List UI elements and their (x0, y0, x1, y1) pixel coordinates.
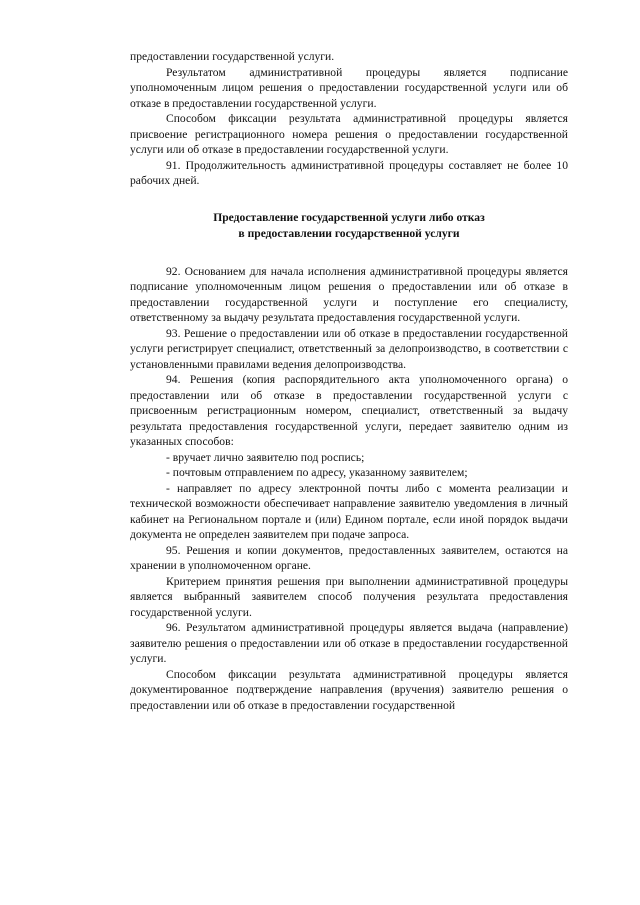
paragraph-fixation-final: Способом фиксации результата административной процедуры является документированное подтверждение направления (вручения) заявителю решения о предоставлении или об отказе в предоставлении государственной (130, 667, 568, 712)
list-item-email: - направляет по адресу электронной почты либо с момента реализации и технической возможности обеспечивает направление заявителю уведомления в личный кабинет на Региональном портале и (или) Едином портале, если иной порядок выдачи документа не определен заявителем при подаче запроса. (130, 481, 568, 541)
paragraph-92: 92. Основанием для начала исполнения административной процедуры является подписание уполномоченным лицом решения о предоставлении или об отказе в предоставлении государственной услуги и поступление его специалисту, ответственному за выдачу результата предоставления государственной услуги. (130, 264, 568, 324)
paragraph-94: 94. Решения (копия распорядительного акта уполномоченного органа) о предоставлении или об отказе в предоставлении государственной услуги с присвоенным регистрационным номером, специалист, ответственный за выдачу результата предоставления государственной услуги, передает заявителю одним из указанных способов: (130, 373, 568, 448)
paragraph-fixation: Способом фиксации результата административной процедуры является присвоение регистрационного номера решения о предоставлении государственной услуги или об отказе в предоставлении государственной услуги. (130, 112, 568, 156)
list-item-postal: - почтовым отправлением по адресу, указанному заявителем; (166, 466, 468, 479)
section-heading (130, 210, 568, 242)
section-heading-line-1: Предоставление государственной услуги либо отказ (213, 210, 485, 224)
paragraph-result: Результатом административной процедуры является подписание уполномоченным лицом решения о предоставлении государственной услуги или об отказе в предоставлении государственной услуги. (130, 65, 568, 110)
section-heading-line-2: в предоставлении государственной услуги (238, 226, 460, 240)
paragraph-93: 93. Решение о предоставлении или об отказе в предоставлении государственной услуги регистрирует специалист, ответственный за делопроизводство, в соответствии с установленными правилами ведения делопроизводства. (130, 326, 568, 371)
paragraph-criterion: Критерием принятия решения при выполнении административной процедуры является выбранный заявителем способ получения результата предоставления государственной услуги. (130, 574, 568, 619)
paragraph-96: 96. Результатом административной процедуры является выдача (направление) заявителю решения о предоставлении или об отказе в предоставлении государственной услуги. (130, 621, 568, 665)
document-body (130, 49, 568, 713)
paragraph-95: 95. Решения и копии документов, предоставленных заявителем, остаются на хранении в уполномоченном органе. (130, 543, 568, 572)
list-item-hand-delivery: - вручает лично заявителю под роспись; (166, 450, 365, 464)
paragraph-91: 91. Продолжительность административной процедуры составляет не более 10 рабочих дней. (130, 158, 568, 187)
paragraph-continuation: предоставлении государственной услуги. (130, 50, 335, 63)
